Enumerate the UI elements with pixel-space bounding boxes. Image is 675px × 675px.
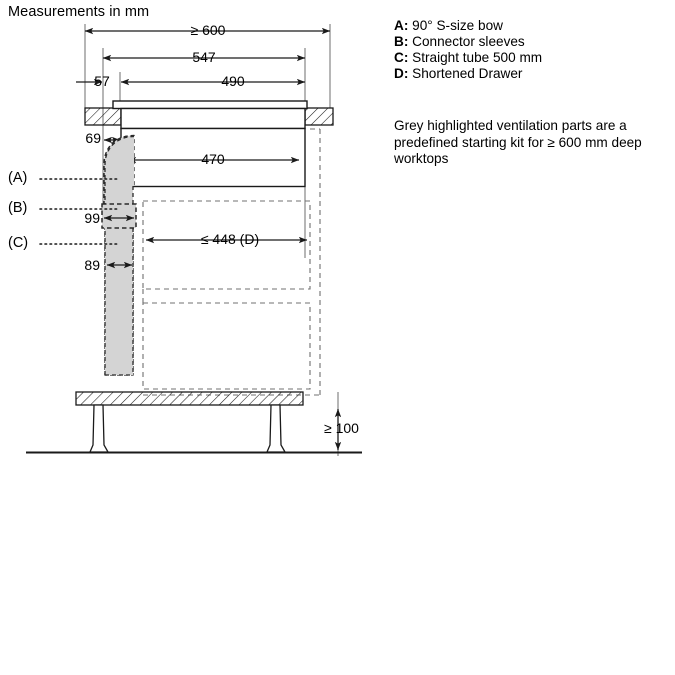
plinth-leg-right — [267, 405, 285, 452]
duct-connector-sleeve — [102, 204, 136, 228]
legend-key-d: D: — [394, 66, 409, 81]
page-title: Measurements in mm — [8, 4, 150, 20]
plinth-leg-left — [90, 405, 108, 452]
duct-grey-fill — [105, 137, 134, 376]
callout-label-tube: (C) — [8, 235, 29, 251]
legend-text-d: Shortened Drawer — [412, 66, 523, 81]
legend-note: Grey highlighted ventilation parts are a predefined starting kit for ≥ 600 mm deep worktops — [394, 118, 642, 166]
callout-label-sleeve: (B) — [8, 200, 28, 216]
hob-flange — [113, 101, 307, 109]
dimension-label-tube-width: 89 — [84, 257, 100, 273]
dimension-label-plinth-height: ≥ 100 — [324, 420, 359, 436]
dimension-label-rear-offset: 69 — [85, 130, 101, 146]
legend-key-c: C: — [394, 50, 409, 65]
dimension-label-overall-depth: ≥ 600 — [190, 22, 226, 38]
legend-key-b: B: — [394, 34, 409, 49]
dimension-label-sleeve-width: 99 — [84, 210, 100, 226]
legend-text-b: Connector sleeves — [412, 34, 525, 49]
worktop-right-slab — [305, 108, 333, 125]
dimension-label-hob-inner: 470 — [201, 151, 225, 167]
legend-text-c: Straight tube 500 mm — [412, 50, 543, 65]
hob-body — [121, 109, 305, 187]
dimension-label-cabinet-depth: 547 — [192, 49, 216, 65]
legend-key-a: A: — [394, 18, 409, 33]
legend-text-a: 90° S-size bow — [412, 18, 503, 33]
worktop-left-slab — [85, 108, 121, 125]
plinth-slab — [76, 392, 303, 405]
dimension-label-hob-depth: 490 — [221, 73, 245, 89]
callout-label-bow: (A) — [8, 170, 28, 186]
dimension-label-drawer-depth: ≤ 448 (D) — [200, 231, 260, 247]
drawer-lower-outline — [143, 303, 310, 389]
dimension-label-front-offset: 57 — [94, 73, 110, 89]
